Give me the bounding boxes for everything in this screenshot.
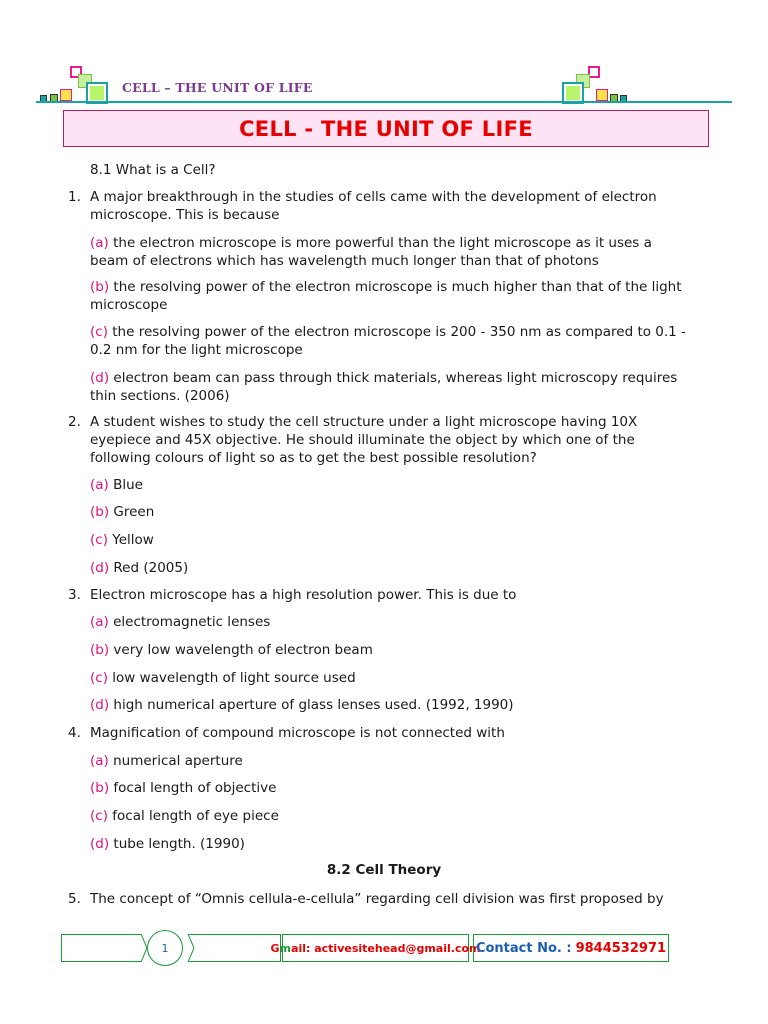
option-label: (d) <box>90 370 110 386</box>
question-text: Magnification of compound microscope is not connected with <box>90 725 505 741</box>
option-1d <box>90 369 690 405</box>
footer-left-box <box>61 934 141 962</box>
option-text: the electron microscope is more powerful than the light microscope as it uses a beam of electrons which has wavelength much longer than that of photons <box>90 235 652 269</box>
question-number: 3. <box>68 587 81 603</box>
question-text: A major breakthrough in the studies of cells came with the development of electron microscope. This is because <box>90 189 657 223</box>
option-label: (d) <box>90 697 110 713</box>
option-text: electromagnetic lenses <box>113 614 271 630</box>
option-text: focal length of objective <box>113 780 277 796</box>
option-label: (d) <box>90 836 110 852</box>
option-text: the resolving power of the electron microscope is much higher than that of the light microscope <box>90 279 682 313</box>
option-label: (c) <box>90 808 108 824</box>
option-1c <box>90 323 690 359</box>
footer-email <box>270 934 481 962</box>
option-label: (b) <box>90 642 110 658</box>
option-label: (a) <box>90 614 109 630</box>
option-1a <box>90 234 690 270</box>
option-label: (b) <box>90 279 110 295</box>
page-title: CELL - THE UNIT OF LIFE <box>239 116 533 141</box>
footer-contact <box>473 934 669 962</box>
title-banner <box>63 110 709 147</box>
option-2a <box>90 476 690 494</box>
option-3d <box>90 696 690 714</box>
section-heading: 8.2 Cell Theory <box>326 862 442 878</box>
option-label: (a) <box>90 477 109 493</box>
option-text: low wavelength of light source used <box>112 670 356 686</box>
option-2c <box>90 531 690 549</box>
gmail-m: m <box>279 941 292 955</box>
contact-number[interactable]: 9844532971 <box>575 940 667 956</box>
option-text: very low wavelength of electron beam <box>113 642 373 658</box>
option-label: (a) <box>90 753 109 769</box>
option-label: (d) <box>90 560 110 576</box>
option-text: numerical aperture <box>113 753 243 769</box>
option-text: Green <box>113 504 155 520</box>
option-4a <box>90 752 690 770</box>
option-text: electron beam can pass through thick materials, whereas light microscopy requires thin sections. (2006) <box>90 370 678 404</box>
option-4c <box>90 807 690 825</box>
subheading: 8.1 What is a Cell? <box>90 162 216 178</box>
option-text: the resolving power of the electron microscope is 200 - 350 nm as compared to 0.1 - 0.2 nm for the light microscope <box>90 324 686 358</box>
question-2 <box>68 413 688 467</box>
question-4 <box>68 724 688 742</box>
question-5 <box>68 890 688 908</box>
question-text: The concept of “Omnis cellula-e-cellula” regarding cell division was first proposed by <box>90 891 664 907</box>
option-3b <box>90 641 690 659</box>
question-number: 1. <box>68 189 81 205</box>
option-text: focal length of eye piece <box>112 808 279 824</box>
question-number: 5. <box>68 891 81 907</box>
contact-label: Contact No. : <box>475 940 572 956</box>
option-3c <box>90 669 690 687</box>
option-label: (b) <box>90 504 110 520</box>
option-4b <box>90 779 690 797</box>
question-3 <box>68 586 688 604</box>
option-4d <box>90 835 690 853</box>
gmail-g: G <box>270 941 280 955</box>
running-header: CELL – THE UNIT OF LIFE <box>122 80 313 95</box>
email-address[interactable]: activesitehead@gmail.com <box>314 941 481 955</box>
option-label: (b) <box>90 780 110 796</box>
option-label: (a) <box>90 235 109 251</box>
question-number: 2. <box>68 414 81 430</box>
option-text: Red (2005) <box>113 560 189 576</box>
option-label: (c) <box>90 324 108 340</box>
option-2d <box>90 559 690 577</box>
option-1b <box>90 278 690 314</box>
header-rule <box>36 101 732 103</box>
page-number-badge <box>147 930 183 966</box>
option-text: Blue <box>113 477 143 493</box>
option-label: (c) <box>90 670 108 686</box>
question-text: Electron microscope has a high resolution power. This is due to <box>90 587 517 603</box>
option-2b <box>90 503 690 521</box>
question-number: 4. <box>68 725 81 741</box>
option-3a <box>90 613 690 631</box>
gmail-rest: ail: <box>291 941 311 955</box>
option-text: Yellow <box>112 532 154 548</box>
page-number: 1 <box>161 941 169 955</box>
option-label: (c) <box>90 532 108 548</box>
question-text: A student wishes to study the cell structure under a light microscope having 10X eyepiece and 45X objective. He should illuminate the object by which one of the following colours of light so as to get the best possible resolution? <box>90 414 638 466</box>
option-text: high numerical aperture of glass lenses used. (1992, 1990) <box>113 697 514 713</box>
question-1 <box>68 188 688 224</box>
footer-mid-box <box>189 934 281 962</box>
option-text: tube length. (1990) <box>113 836 245 852</box>
